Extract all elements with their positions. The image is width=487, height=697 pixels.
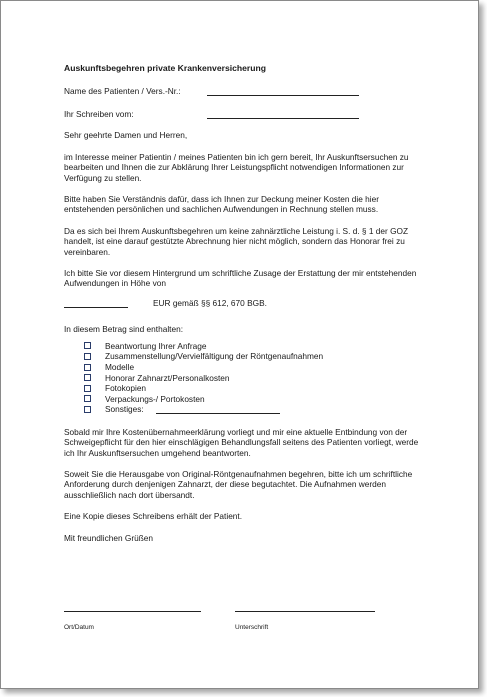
- signature-line: [235, 611, 375, 612]
- item-label: Verpackungs-/ Portokosten: [105, 393, 205, 404]
- checkbox[interactable]: [84, 385, 91, 392]
- checkbox[interactable]: [84, 342, 91, 349]
- salutation: Sehr geehrte Damen und Herren,: [64, 130, 188, 141]
- letter-date-label: Ihr Schreiben vom:: [64, 109, 134, 119]
- paragraph-costs: Bitte haben Sie Verständnis dafür, dass ich Ihnen zur Deckung meiner Kosten die hier entstehenden persönlichen und sachlichen Aufwendungen in Rechnung stellen muss.: [64, 194, 380, 215]
- other-fill-line: [156, 405, 280, 414]
- item-label: Sonstiges:: [105, 404, 144, 415]
- list-item: [84, 404, 424, 415]
- letter-date-field: [64, 107, 424, 119]
- paragraph-xray: Soweit Sie die Herausgabe von Original-Röntgenaufnahmen begehren, bitte ich um schriftliche Anforderung durch denjenigen Zahnarzt, der diese begutachtet. Die Aufnahmen werden ausschließlich nach dort übersandt.: [64, 469, 413, 500]
- eur-amount-text: EUR gemäß §§ 612, 670 BGB.: [153, 297, 267, 308]
- paragraph-confirmation: Sobald mir Ihre Kostenübernahmeerklärung vorliegt und mir eine aktuelle Entbindung von der Schweigepflicht für den hier einschlägigen Behandlungsfall seitens des Patienten vorliegt, werde ich Ihr Auskunftsersuchen umgehend beantworten.: [64, 426, 419, 458]
- paragraph-goz: Da es sich bei Ihrem Auskunftsbegehren um keine zahnärztliche Leistung i. S. d. § 1 der GOZ handelt, ist eine darauf gestützte Abrechnung hier nicht möglich, sondern das Honorar frei zu vereinbaren.: [64, 225, 409, 257]
- list-item: [84, 394, 424, 405]
- checkbox[interactable]: [84, 364, 91, 371]
- place-date-label: Ort/Datum: [64, 624, 94, 631]
- patient-name-field: [64, 84, 424, 96]
- paragraph-request: Ich bitte Sie vor diesem Hintergrund um schriftliche Zusage der Erstattung der mir entstehenden Aufwendungen in Höhe von: [64, 268, 417, 289]
- patient-name-label: Name des Patienten / Vers.-Nr.:: [64, 86, 181, 96]
- place-date-line: [64, 611, 201, 612]
- paragraph-copy: Eine Kopie dieses Schreibens erhält der Patient.: [64, 511, 243, 522]
- items-intro: In diesem Betrag sind enthalten:: [64, 324, 183, 335]
- list-item: [84, 372, 424, 383]
- item-label: Fotokopien: [105, 383, 147, 394]
- letter-date-line: [207, 109, 359, 119]
- eur-amount-row: [64, 298, 424, 308]
- list-item: [84, 351, 424, 362]
- list-item: [84, 362, 424, 373]
- signature-label: Unterschrift: [235, 624, 269, 631]
- checkbox[interactable]: [84, 406, 91, 413]
- letter-body: [64, 63, 424, 554]
- eur-amount-line: [64, 298, 128, 308]
- document-title: Auskunftsbegehren private Krankenversicherung: [64, 63, 267, 73]
- paragraph-interest: im Interesse meiner Patientin / meines Patienten bin ich gern bereit, Ihr Auskunftsersuchen zu bearbeiten und Ihnen die zur Abklärung Ihrer Leistungspflicht notwendigen Informationen zur Verfügung zu stellen.: [64, 151, 409, 183]
- closing-greeting: Mit freundlichen Grüßen: [64, 532, 154, 543]
- item-label: Zusammenstellung/Vervielfältigung der Röntgenaufnahmen: [105, 351, 324, 362]
- item-label: Honorar Zahnarzt/Personalkosten: [105, 372, 230, 383]
- item-label: Modelle: [105, 361, 135, 372]
- checkbox[interactable]: [84, 374, 91, 381]
- checkbox[interactable]: [84, 353, 91, 360]
- patient-name-line: [207, 86, 359, 96]
- checkbox[interactable]: [84, 395, 91, 402]
- list-item: [84, 383, 424, 394]
- item-label: Beantwortung Ihrer Anfrage: [105, 340, 207, 351]
- list-item: [84, 341, 424, 352]
- items-list: [84, 341, 424, 415]
